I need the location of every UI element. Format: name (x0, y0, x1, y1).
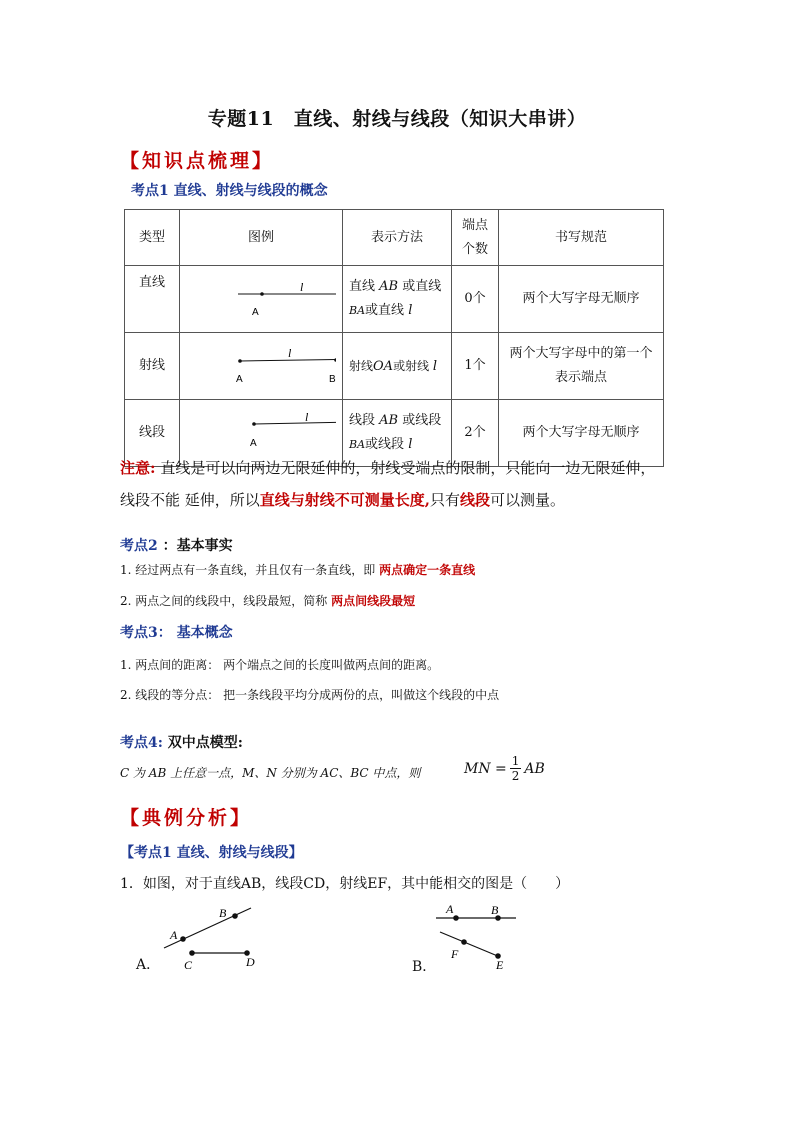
notation-oa: OA (373, 358, 394, 374)
notation-text: 或射线 (393, 358, 430, 373)
notation-ba: BA (349, 304, 366, 317)
point-a (180, 936, 186, 942)
notation-text: 或直线 (365, 303, 405, 318)
fact-emphasis: 两点确定一条直线 (379, 563, 476, 577)
point-c (189, 950, 195, 956)
label-e: E (496, 958, 504, 972)
notation-cell (343, 333, 452, 400)
segment-line (254, 422, 336, 424)
fact-item-2 (120, 592, 415, 609)
point-a (238, 359, 242, 363)
label-b: B (219, 906, 227, 920)
point-b (334, 358, 336, 362)
notation-text: 线段 (349, 413, 376, 428)
note-text-1: 直线是可以向两边无限延伸的，射线受端点的限制，只能向一边无限延伸， (160, 459, 656, 477)
label-d: D (246, 955, 255, 969)
notation-text: 或直线 (402, 279, 442, 294)
writing-rule: 两个大写字母无顺序 (499, 400, 664, 467)
row-type: 射线 (125, 333, 180, 400)
label-l: l (300, 280, 304, 294)
figure-cell (180, 333, 343, 400)
label-l: l (305, 410, 309, 424)
figure-cell (180, 266, 343, 333)
label-b: B (491, 903, 499, 917)
kaodian-1-label: 考点1 (131, 183, 169, 199)
header-rule: 书写规范 (499, 210, 664, 266)
fact-text: 2. 两点之间的线段中，线段最短，简称 (120, 594, 328, 608)
note-text-2: 线段不能 延伸，所以 (120, 491, 260, 509)
kaodian-4-heading (120, 732, 243, 752)
point-a (453, 915, 459, 921)
table-row (125, 266, 664, 333)
formula-rhs: AB (524, 760, 545, 777)
note-emphasis-1: 直线与射线不可测量长度, (259, 491, 431, 509)
concept-table (124, 209, 664, 467)
fact-emphasis: 两点间线段最短 (331, 594, 416, 608)
note-paragraph (120, 452, 680, 516)
kaodian-3-heading (120, 622, 233, 642)
ray-figure (186, 333, 336, 389)
header-notation: 表示方法 (343, 210, 452, 266)
kaodian-2-label: 考点2 (120, 538, 158, 554)
example-section-heading: 【考点1 直线、射线与线段】 (120, 845, 303, 861)
notation-cell (343, 266, 452, 333)
label-a: A (252, 307, 259, 318)
point-a (252, 422, 256, 426)
label-a: A (236, 374, 243, 385)
label-f: F (451, 947, 459, 961)
endpoint-count: 0个 (452, 266, 499, 333)
kaodian-4-text: 双中点模型: (167, 735, 243, 751)
kaodian-4-label: 考点4: (120, 735, 163, 751)
label-c: C (184, 958, 193, 972)
note-text-3: 只有 (430, 491, 461, 509)
point-b (232, 913, 238, 919)
writing-rule: 两个大写字母中的第一个表示端点 (499, 333, 664, 400)
label-b: B (329, 374, 336, 385)
note-text-4: 可以测量。 (490, 491, 566, 509)
midpoint-formula (464, 754, 545, 783)
note-emphasis-2: 线段 (460, 491, 491, 509)
page-title: 专题11 直线、射线与线段（知识大串讲） (207, 108, 587, 130)
writing-rule: 两个大写字母无顺序 (499, 266, 664, 333)
point-a (260, 292, 264, 296)
notation-l: l (432, 358, 438, 374)
concept-item-1: 1. 两点间的距离： 两个端点之间的长度叫做两点间的距离。 (120, 658, 440, 672)
option-b-figure[interactable] (432, 900, 532, 972)
notation-text: 射线 (349, 358, 374, 373)
label-l: l (288, 346, 292, 360)
table-row (125, 333, 664, 400)
option-b-label[interactable]: B． (412, 959, 437, 975)
point-f (461, 939, 467, 945)
ray-ef (440, 932, 500, 957)
header-endpoints: 端点个数 (452, 210, 499, 266)
notation-l: l (408, 303, 413, 318)
fraction (510, 754, 522, 783)
section-banner-knowledge: 【知识点梳理】 (120, 150, 275, 172)
row-type: 线段 (125, 400, 180, 467)
concept-item-2: 2. 线段的等分点： 把一条线段平均分成两份的点，叫做这个线段的中点 (120, 688, 500, 702)
label-a: A (446, 902, 454, 916)
notation-ab: AB (379, 413, 399, 428)
kaodian-2-text: ：基本事实 (162, 538, 233, 554)
notation-text: 直线 (349, 279, 376, 294)
option-a-figure[interactable] (160, 900, 270, 972)
label-a: A (170, 928, 178, 942)
note-label: 注意: (120, 459, 156, 477)
label-a: A (250, 438, 257, 449)
fraction-denominator: 2 (511, 769, 520, 783)
notation-l: l (408, 437, 413, 452)
kaodian-3-label: 考点3： (120, 625, 172, 641)
option-a-label[interactable]: A． (136, 957, 161, 973)
endpoint-count: 1个 (452, 333, 499, 400)
kaodian-1-heading (131, 180, 328, 200)
kaodian-3-text: 基本概念 (176, 625, 233, 641)
endpoint-count: 2个 (452, 400, 499, 467)
formula-lhs: MN = (464, 760, 507, 777)
notation-ba: BA (349, 438, 366, 451)
notation-text: 或线段 (365, 437, 405, 452)
fact-text: 1. 经过两点有一条直线，并且仅有一条直线，即 (120, 563, 376, 577)
row-type: 直线 (125, 266, 180, 333)
fact-item-1 (120, 561, 475, 578)
header-type: 类型 (125, 210, 180, 266)
section-banner-examples: 【典例分析】 (120, 807, 253, 829)
line-figure (186, 266, 336, 322)
kaodian-1-text: 直线、射线与线段的概念 (173, 183, 328, 199)
table-header-row (125, 210, 664, 266)
question-1: 1．如图，对于直线AB，线段CD，射线EF，其中能相交的图是（ ） (120, 876, 570, 892)
header-figure: 图例 (180, 210, 343, 266)
segment-figure (186, 400, 336, 456)
kaodian-2-heading (120, 535, 233, 555)
double-midpoint-sentence: C 为 AB 上任意一点，M、N 分别为 AC、BC 中点，则 (120, 766, 421, 780)
notation-text: 或线段 (402, 413, 442, 428)
fraction-numerator: 1 (511, 754, 520, 768)
notation-ab: AB (379, 279, 399, 294)
